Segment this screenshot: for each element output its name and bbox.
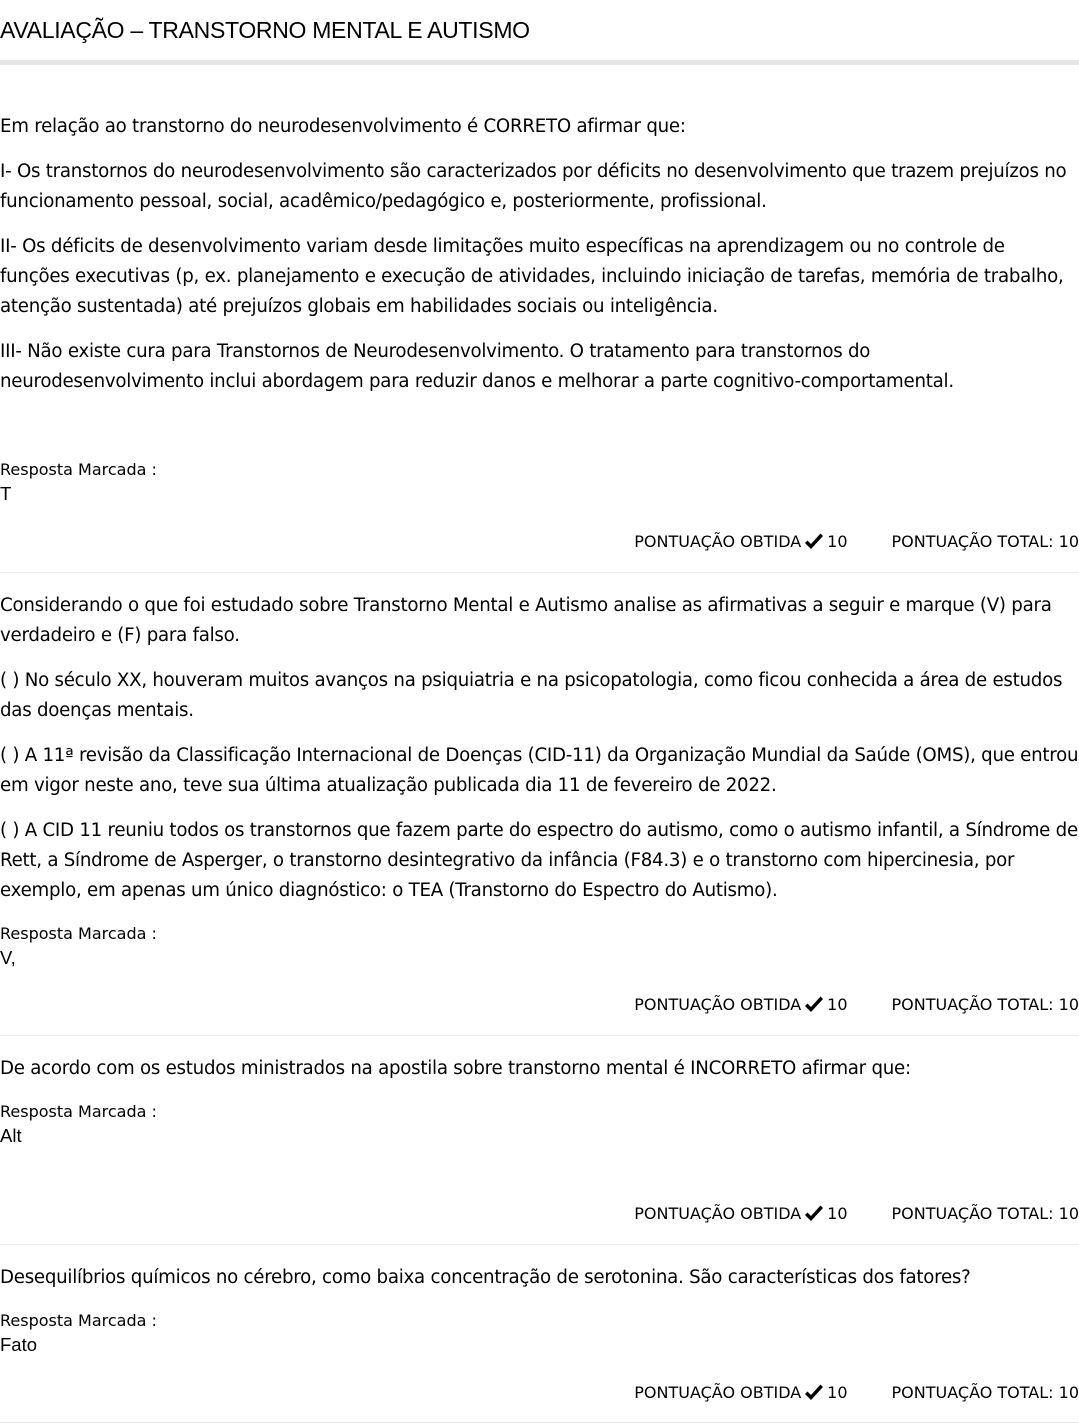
response-value: Alt [0,1125,22,1146]
score-total: PONTUAÇÃO TOTAL: 10 [891,532,1079,551]
question-1-statement-3: III- Não existe cura para Transtornos de Neurodesenvolvimento. O tratamento para transtornos do neurodesenvolvimento inclui abordagem para reduzir danos e melhorar a parte cognitivo-comportamental. [0,341,954,392]
check-icon [803,995,825,1015]
score-total: PONTUAÇÃO TOTAL: 10 [891,1204,1079,1223]
check-icon [803,532,825,552]
question-2-response [0,923,1079,971]
question-divider [0,1035,1079,1036]
score-obtained-value: 10 [827,1204,848,1223]
title-divider [0,60,1079,65]
score-total: PONTUAÇÃO TOTAL: 10 [891,1383,1079,1402]
question-4-score [634,1381,1079,1405]
score-obtained-label: PONTUAÇÃO OBTIDA [634,532,802,551]
response-value: V, [0,947,16,968]
question-2 [0,591,1079,921]
question-2-statement-3: ( ) A CID 11 reuniu todos os transtornos que fazem parte do espectro do autismo, como o autismo infantil, a Síndrome de Rett, a Síndrome de Asperger, o transtorno desintegrativo da infância (F84.3) e o transtorno com hipercinesia, por exemplo, em apenas um único diagnóstico: o TEA (Transtorno do Espectro do Autismo). [0,820,1078,901]
score-obtained-label: PONTUAÇÃO OBTIDA [634,1204,802,1223]
question-1-statement-2: II- Os déficits de desenvolvimento variam desde limitações muito específicas na aprendizagem ou no controle de funções executivas (p, ex. planejamento e execução de atividades, incluindo iniciação de tarefas, memória de trabalho, atenção sustentada) até prejuízos globais em habilidades sociais ou inteligência. [0,236,1064,317]
score-obtained [634,1202,847,1226]
score-obtained [634,993,847,1017]
response-label: Resposta Marcada : [0,924,157,943]
score-obtained-label: PONTUAÇÃO OBTIDA [634,1383,802,1402]
question-3 [0,1054,1079,1099]
question-2-statement-1: ( ) No século XX, houveram muitos avanços na psiquiatria e na psicopatologia, como ficou conhecida a área de estudos das doenças mentais. [0,670,1063,721]
question-divider [0,572,1079,573]
score-total: PONTUAÇÃO TOTAL: 10 [891,995,1079,1014]
question-1-statement-1: I- Os transtornos do neurodesenvolvimento são caracterizados por déficits no desenvolvimento que trazem prejuízos no funcionamento pessoal, social, acadêmico/pedagógico e, posteriormente, profissional. [0,161,1067,212]
score-obtained-value: 10 [827,532,848,551]
question-3-prompt: De acordo com os estudos ministrados na apostila sobre transtorno mental é INCORRETO afirmar que: [0,1058,911,1079]
response-value: Fato [0,1334,38,1355]
check-icon [803,1383,825,1403]
check-icon [803,1204,825,1224]
question-4-response [0,1310,1079,1358]
question-1 [0,112,1079,412]
score-obtained-label: PONTUAÇÃO OBTIDA [634,995,802,1014]
question-1-score [634,530,1079,554]
question-2-prompt: Considerando o que foi estudado sobre Transtorno Mental e Autismo analise as afirmativas a seguir e marque (V) para verdadeiro e (F) para falso. [0,595,1052,646]
question-2-statement-2: ( ) A 11ª revisão da Classificação Internacional de Doenças (CID-11) da Organização Mundial da Saúde (OMS), que entrou em vigor neste ano, teve sua última atualização publicada dia 11 de fevereiro de 2022. [0,745,1079,796]
score-obtained [634,530,847,554]
response-label: Resposta Marcada : [0,460,157,479]
question-1-prompt: Em relação ao transtorno do neurodesenvolvimento é CORRETO afirmar que: [0,116,686,137]
score-obtained [634,1381,847,1405]
score-obtained-value: 10 [827,995,848,1014]
question-4-prompt: Desequilíbrios químicos no cérebro, como baixa concentração de serotonina. São características dos fatores? [0,1267,971,1288]
question-divider [0,1422,1079,1423]
question-3-score [634,1202,1079,1226]
response-label: Resposta Marcada : [0,1102,157,1121]
question-divider [0,1244,1079,1245]
question-3-response [0,1101,1079,1149]
response-value: T [0,483,12,504]
question-1-response [0,459,1079,507]
question-2-score [634,993,1079,1017]
page-title: AVALIAÇÃO – TRANSTORNO MENTAL E AUTISMO [0,17,530,43]
score-obtained-value: 10 [827,1383,848,1402]
question-4 [0,1263,1079,1308]
response-label: Resposta Marcada : [0,1311,157,1330]
